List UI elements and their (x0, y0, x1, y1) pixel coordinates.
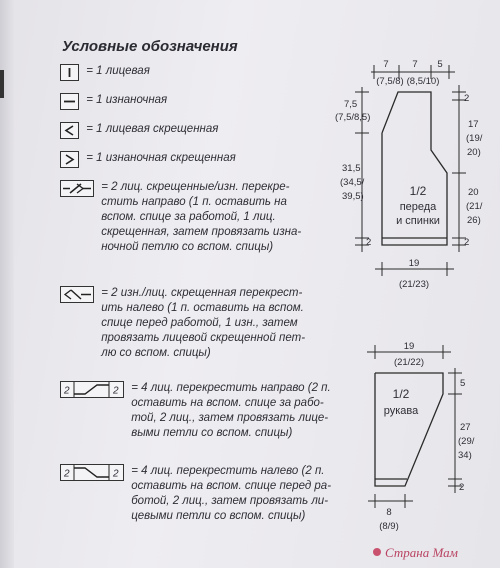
legend-item-purl (60, 93, 167, 110)
legend-title: Условные обозначения (62, 38, 238, 55)
legend-text-line: провязать лицевой скрещенной пет- (101, 332, 306, 344)
legend-text-line: ночной петлю со вспом. спицы) (101, 241, 274, 253)
legend-text-line: скрещенная, затем провязать изна- (101, 226, 302, 238)
legend-text-line: = 1 лицевая (86, 65, 150, 77)
watermark-text: Страна Мам (385, 545, 458, 560)
top-width-1: 7 (383, 59, 389, 70)
body-label-1: 1/2 (409, 184, 427, 198)
cable-left-4-symbol-icon (60, 464, 124, 481)
legend-text-line: выми петли со вспом. спицы) (131, 427, 293, 439)
side-height-alt-2: 39,5) (342, 191, 364, 202)
legend-text-line: = 1 изнаночная скрещенная (86, 152, 236, 164)
legend-item-knit-crossed (60, 122, 218, 139)
legend-text-line: = 1 лицевая скрещенная (86, 123, 219, 135)
neck-depth: 7,5 (344, 99, 358, 110)
legend-text-line: оставить на вспом. спице перед ра- (131, 480, 332, 492)
purl-symbol-icon (60, 93, 79, 110)
armhole-alt-1: (19/ (466, 133, 483, 144)
sleeve-length: 27 (460, 422, 471, 433)
svg-text:2: 2 (64, 385, 70, 397)
legend-text-line: оставить на вспом. спице за рабо- (131, 397, 324, 409)
legend-item-cross-right-2 (60, 180, 301, 255)
cross-left-2-symbol-icon (60, 286, 94, 303)
body-schematic (330, 55, 495, 295)
sleeve-top-width-alt: (21/22) (393, 357, 425, 368)
top-width-alt-1: (7,5/8) (376, 76, 404, 87)
armhole-alt-2: 20) (467, 147, 481, 158)
svg-text:2: 2 (113, 468, 119, 480)
legend-text-line: лю со вспом. спицы) (101, 347, 211, 359)
legend-text-line: спице перед работой, 1 изн., затем (101, 317, 298, 329)
watermark (368, 538, 498, 566)
sleeve-top-width: 19 (403, 341, 415, 352)
side-right-alt-1: (21/ (466, 201, 483, 212)
sleeve-cuff: 2 (459, 482, 465, 493)
body-label-3: и спинки (396, 215, 440, 227)
legend-text-line: вспом. спице за работой, 1 лиц. (101, 211, 276, 223)
cross-right-2-symbol-icon (60, 180, 94, 197)
legend-item-purl-crossed (60, 151, 236, 168)
legend-text-line: стить направо (1 п. оставить на (101, 196, 287, 208)
svg-text:2: 2 (64, 468, 70, 480)
legend-text-line: = 2 изн./лиц. скрещенная перекрест- (101, 287, 303, 299)
shoulder-right: 2 (464, 93, 470, 104)
knit-crossed-symbol-icon (60, 122, 79, 139)
legend-item-knit (60, 64, 150, 81)
sleeve-label-1: 1/2 (392, 387, 410, 401)
cable-right-4-symbol-icon (60, 381, 124, 398)
legend-text-line: = 4 лиц. перекрестить налево (2 п. (131, 465, 325, 477)
top-width-alt-2: (8,5/10) (406, 76, 440, 87)
hem-left: 2 (366, 237, 372, 248)
edge-mark (0, 70, 4, 98)
legend-item-cable-right-4 (60, 381, 331, 441)
sleeve-bottom-width-alt: (8/9) (379, 521, 399, 532)
legend-text-line: ить налево (1 п. оставить на вспом. (101, 302, 304, 314)
sleeve-bottom-width: 8 (386, 507, 392, 518)
legend-text-line: = 2 лиц. скрещенные/изн. перекре- (101, 181, 290, 193)
knit-symbol-icon (60, 64, 79, 81)
watermark-dot-icon (373, 548, 381, 556)
top-width-3: 5 (437, 59, 443, 70)
sleeve-length-alt-1: (29/ (458, 436, 475, 447)
purl-crossed-symbol-icon (60, 151, 79, 168)
sleeve-cap: 5 (460, 378, 466, 389)
sleeve-label-2: рукава (383, 405, 419, 417)
legend-item-cable-left-4 (60, 464, 331, 524)
neck-depth-alt: (7,5/8,5) (335, 112, 371, 123)
legend-text-line: = 4 лиц. перекрестить направо (2 п. (131, 382, 331, 394)
bottom-width: 19 (408, 258, 420, 269)
legend-text-line: той, 2 лиц., затем провязать лице- (131, 412, 329, 424)
svg-text:2: 2 (113, 385, 119, 397)
sleeve-schematic (355, 338, 495, 553)
legend-item-cross-left-2 (60, 286, 305, 361)
bottom-width-alt: (21/23) (398, 279, 430, 290)
legend-text-line: = 1 изнаночная (86, 94, 168, 106)
side-height-alt-1: (34,5/ (340, 177, 365, 188)
hem-right: 2 (464, 237, 470, 248)
legend-text-line: цевыми петли со вспом. спицы) (131, 510, 306, 522)
body-label-2: переда (399, 201, 437, 213)
sleeve-length-alt-2: 34) (458, 450, 472, 461)
top-width-2: 7 (412, 59, 418, 70)
side-height: 31,5 (342, 163, 361, 174)
side-right-alt-2: 26) (467, 215, 481, 226)
armhole: 17 (468, 119, 479, 130)
legend-text-line: ботой, 2 лиц., затем провязать ли- (131, 495, 329, 507)
side-right: 20 (468, 187, 479, 198)
